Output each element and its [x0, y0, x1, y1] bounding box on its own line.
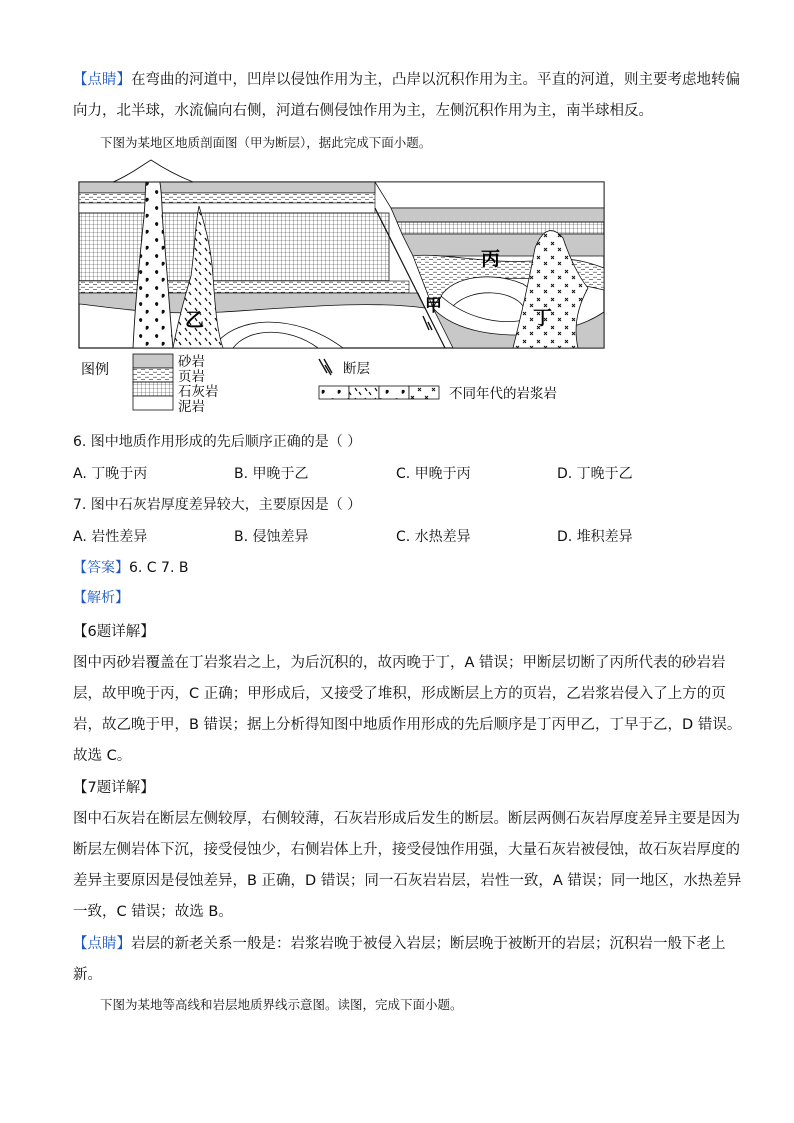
q6-option-c[interactable]: C. 甲晚于丙	[396, 466, 471, 482]
analysis-tag: 【解析】	[73, 590, 129, 606]
figure2-caption: 下图为某地等高线和岩层地质界线示意图。读图，完成下面小题。	[100, 997, 463, 1012]
d7-line-3: 差异主要原因是侵蚀差异，B 正确，D 错误；同一石灰岩岩层，岩性一致，A 错误；同一地区，水热差异	[73, 873, 742, 889]
legend-fault-symbol	[319, 359, 332, 375]
tip2-line-2: 新。	[73, 967, 102, 983]
tip2-tag: 【点睛】	[73, 936, 131, 952]
answer-tag: 【答案】	[73, 560, 129, 576]
legend-mudstone-swatch	[133, 396, 173, 410]
legend-mudstone: 泥岩	[178, 399, 205, 415]
d7-line-2: 断层左侧岩体下沉，接受侵蚀少，右侧岩体上升，接受侵蚀作用强，大量石灰岩被侵蚀，故石灰岩厚度的	[73, 842, 740, 858]
figure1-caption: 下图为某地区地质剖面图（甲为断层），据此完成下面小题。	[100, 135, 432, 150]
answer-line	[73, 557, 188, 577]
q7-option-c[interactable]: C. 水热差异	[396, 529, 471, 545]
d7-line-4: 一致，C 错误；故选 B。	[73, 904, 233, 920]
legend-limestone-swatch	[133, 382, 173, 396]
d6-line-4: 故选 C。	[73, 748, 132, 764]
label-yi: 乙	[185, 310, 205, 331]
tip-line-2: 向力，北半球，水流偏向右侧，河道右侧侵蚀作用为主，左侧沉积作用为主，南半球相反。	[73, 103, 653, 119]
legend-shale: 页岩	[178, 369, 205, 385]
legend-sandstone: 砂岩	[178, 354, 205, 370]
q7-option-b[interactable]: B. 侵蚀差异	[234, 529, 309, 545]
answer-text: 6. C 7. B	[129, 560, 189, 576]
q6-option-b[interactable]: B. 甲晚于乙	[234, 466, 309, 482]
d7-line-1: 图中石灰岩在断层左侧较厚，右侧较薄，石灰岩形成后发生的断层。断层两侧石灰岩厚度差异主要是因为	[73, 811, 740, 827]
geologic-section-figure	[73, 156, 613, 416]
d7-title: 【7题详解】	[73, 780, 155, 796]
q6-stem: 6. 图中地质作用形成的先后顺序正确的是（ ）	[73, 434, 362, 450]
label-bing: 丙	[481, 249, 501, 270]
legend-limestone: 石灰岩	[178, 384, 219, 400]
q7-option-a[interactable]: A. 岩性差异	[73, 529, 148, 545]
q7-option-d[interactable]: D. 堆积差异	[557, 529, 633, 545]
legend-magma-swatches	[319, 386, 439, 399]
tip-tag: 【点睛】	[73, 72, 131, 88]
label-ding: 丁	[533, 308, 553, 329]
q7-stem: 7. 图中石灰岩厚度差异较大，主要原因是（ ）	[73, 497, 362, 513]
legend-fault: 断层	[343, 361, 370, 377]
q6-option-a[interactable]: A. 丁晚于丙	[73, 466, 148, 482]
legend-sandstone-swatch	[133, 354, 173, 368]
legend-title: 图例	[81, 362, 109, 378]
tip-line-1: 【点睛】在弯曲的河道中，凹岸以侵蚀作用为主，凸岸以沉积作用为主。平直的河道，则主要考虑地转偏	[73, 72, 740, 88]
d6-title: 【6题详解】	[73, 624, 155, 640]
legend-magma: 不同年代的岩浆岩	[449, 386, 557, 402]
q6-option-d[interactable]: D. 丁晚于乙	[557, 466, 633, 482]
d6-line-1: 图中丙砂岩覆盖在丁岩浆岩之上，为后沉积的，故丙晚于丁，A 错误；甲断层切断了丙所代表的砂岩岩	[73, 655, 726, 671]
d6-line-3: 岩，故乙晚于甲，B 错误；据上分析得知图中地质作用形成的先后顺序是丁丙甲乙，丁早于乙，D 错误。	[73, 717, 742, 733]
label-jia: 甲	[425, 296, 442, 315]
tip2-line-1: 【点睛】岩层的新老关系一般是：岩浆岩晚于被侵入岩层；断层晚于被断开的岩层；沉积岩一般下老上	[73, 936, 726, 952]
d6-line-2: 层，故甲晚于丙，C 正确；甲形成后，又接受了堆积，形成断层上方的页岩，乙岩浆岩侵入了上方的页	[73, 686, 726, 702]
legend-shale-swatch	[133, 368, 173, 382]
